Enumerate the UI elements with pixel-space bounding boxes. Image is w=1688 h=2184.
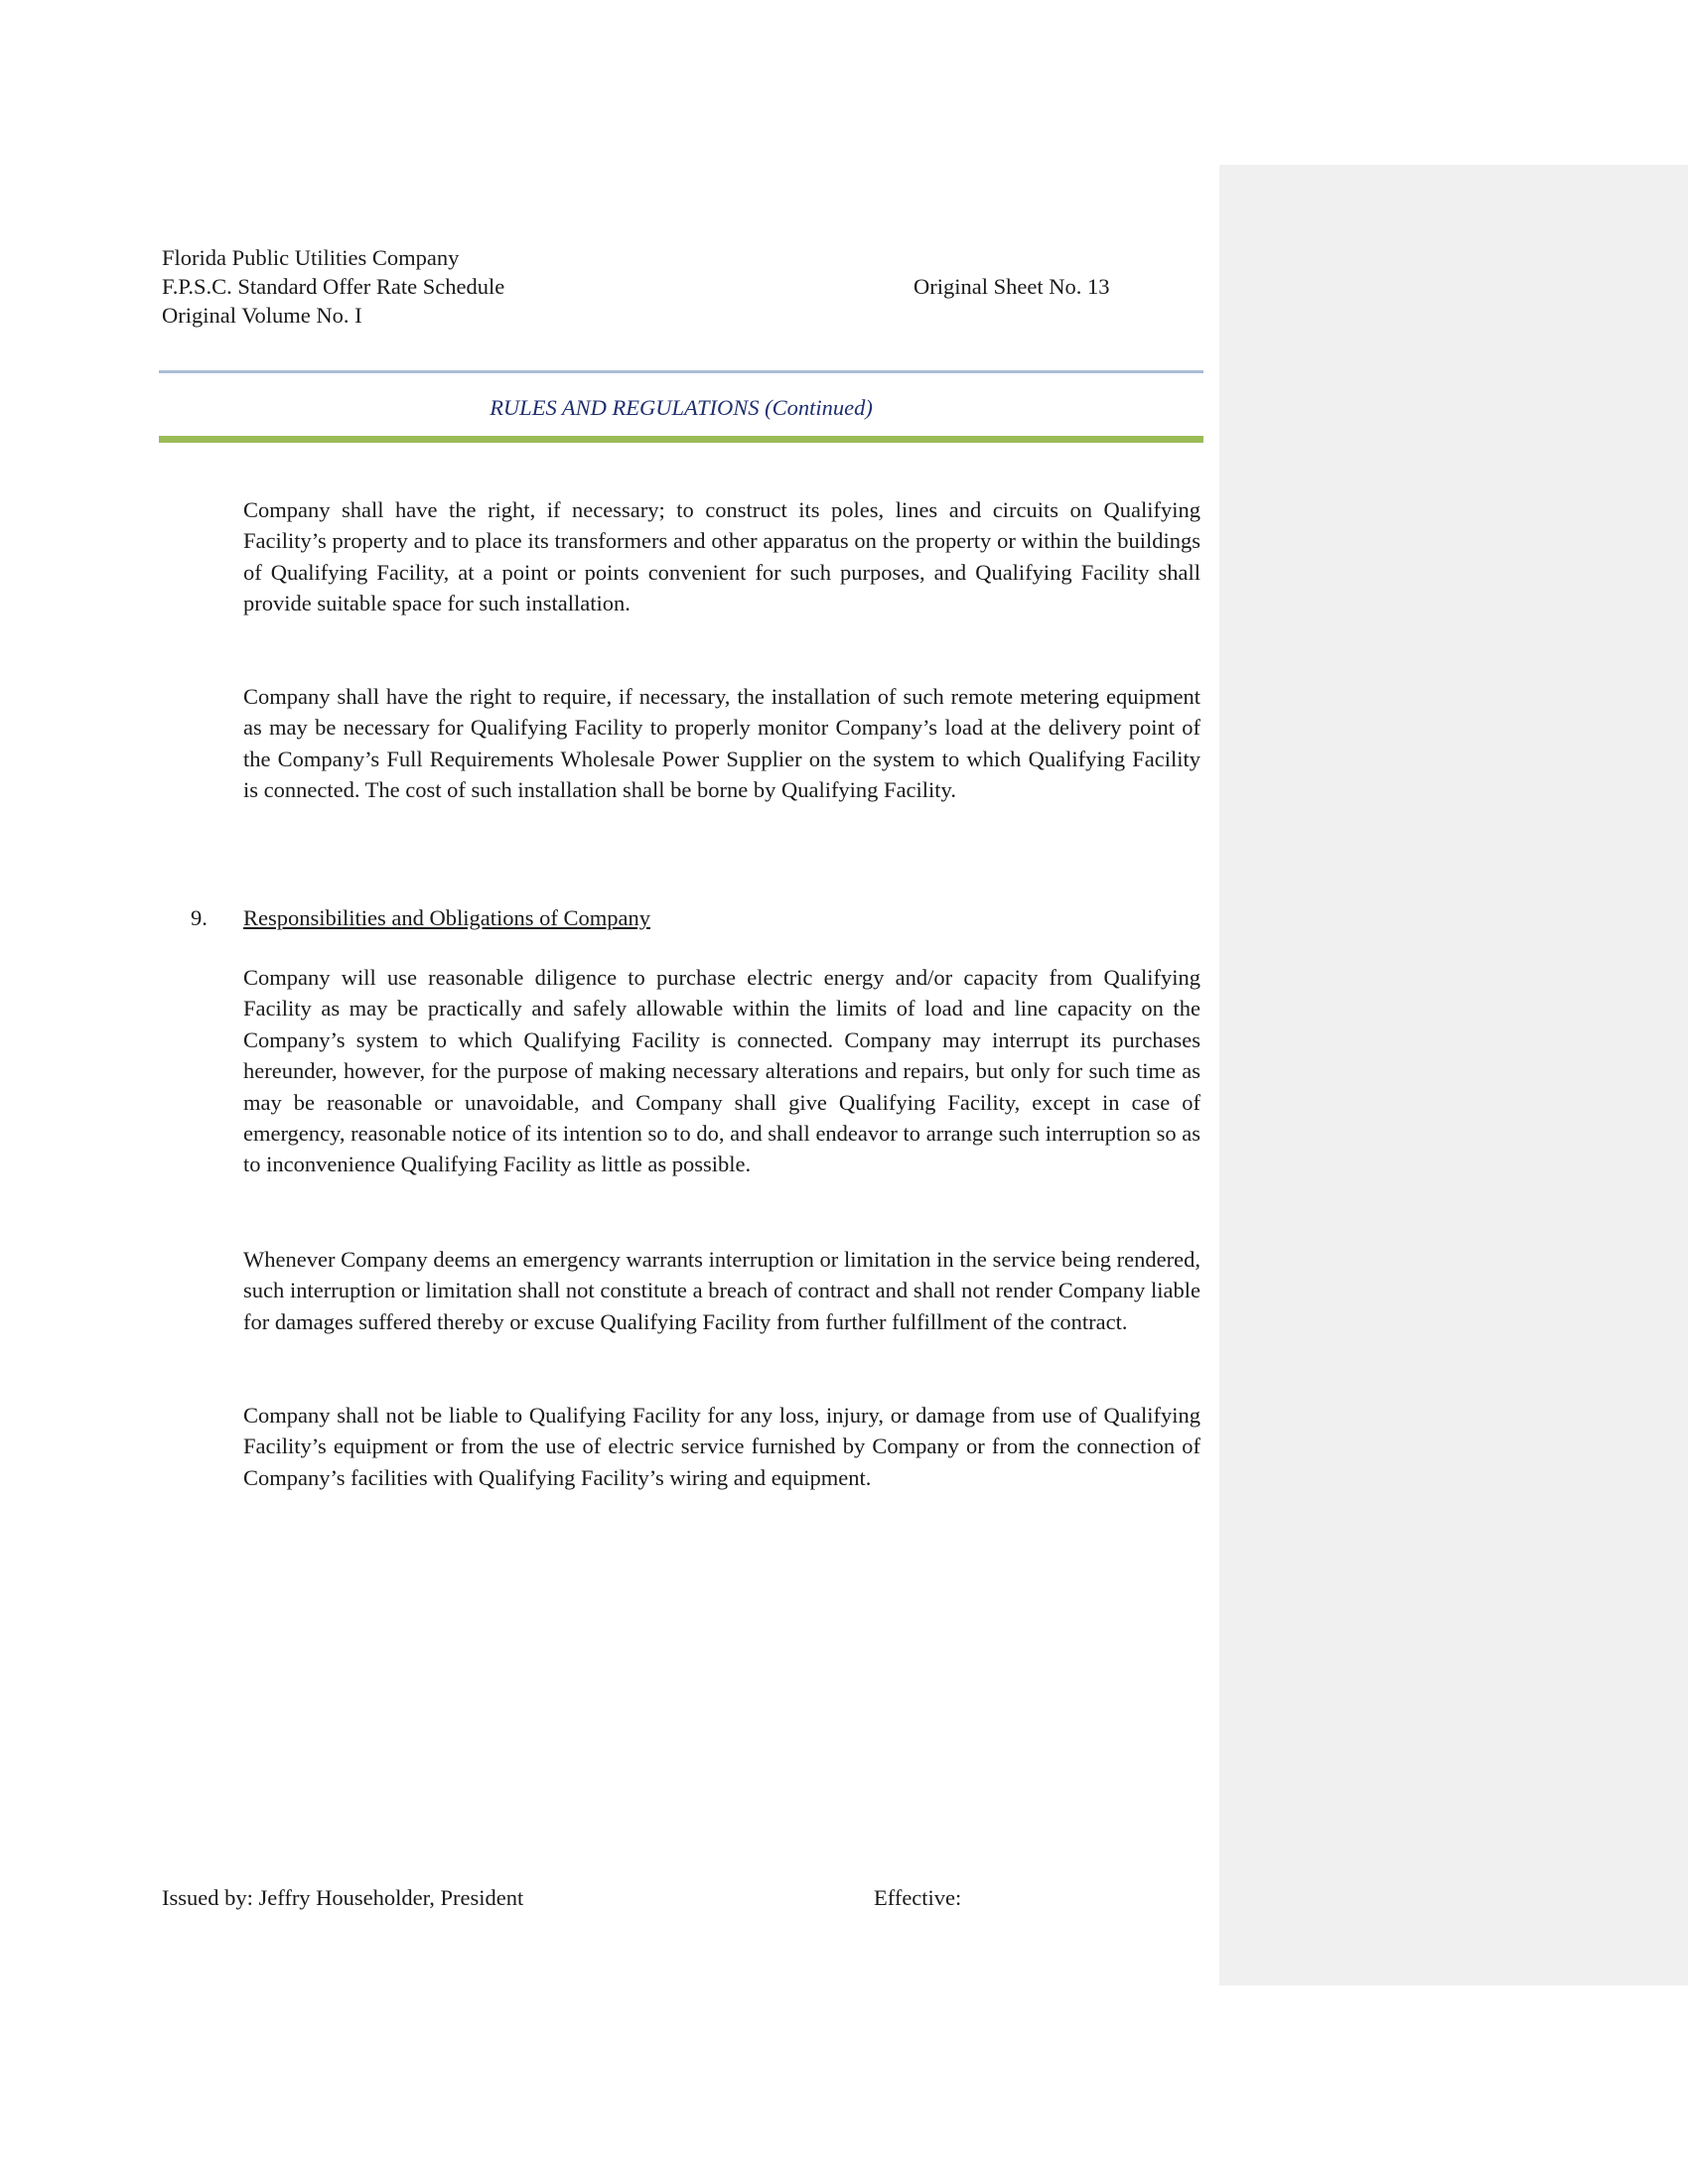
issued-by: Issued by: Jeffry Householder, President (162, 1885, 524, 1910)
rate-schedule: F.P.S.C. Standard Offer Rate Schedule (162, 274, 505, 299)
paragraph-emergency-interruption: Whenever Company deems an emergency warrants interruption or limitation in the service being rendered, such interruption or limitation shall not constitute a breach of contract and shall not render Company liable for damages suffered thereby or excuse Qualifying Facility from further fulfillment of the contract. (243, 1247, 1200, 1334)
paragraph-liability: Company shall not be liable to Qualifying Facility for any loss, injury, or damage from use of Qualifying Facility’s equipment or from the use of electric service furnished by Company or from the connection of Company’s facilities with Qualifying Facility’s wiring and equipment. (243, 1403, 1200, 1490)
comment-pane (1219, 165, 1688, 1985)
effective-date-label: Effective: (874, 1885, 962, 1910)
company-name: Florida Public Utilities Company (162, 245, 460, 270)
paragraph-poles-lines: Company shall have the right, if necessary; to construct its poles, lines and circuits on Qualifying Facility’s property and to place its transformers and other apparatus on the property or within the buildings of Qualifying Facility, at a point or points convenient for such purposes, and Qualifying Facility shall provide suitable space for such installation. (243, 497, 1200, 616)
section-number: 9. (191, 905, 208, 930)
document-header (162, 243, 504, 330)
paragraph-purchase-diligence: Company will use reasonable diligence to purchase electric energy and/or capacity from Qualifying Facility as may be practically and safely allowable within the limits of load and line capacity on the Company’s system to which Qualifying Facility is connected. Company may interrupt its purchases hereunder, however, for the purpose of making necessary alterations and repairs, but only for such time as may be reasonable or unavoidable, and Company shall give Qualifying Facility, except in case of emergency, reasonable notice of its intention so to do, and shall endeavor to arrange such interruption so as to inconvenience Qualifying Facility as little as possible. (243, 965, 1200, 1177)
section-title: RULES AND REGULATIONS (Continued) (490, 395, 873, 420)
section-title-divider (159, 436, 1203, 443)
sheet-number: Original Sheet No. 13 (914, 274, 1110, 299)
section-heading: Responsibilities and Obligations of Company (243, 905, 650, 930)
volume-number: Original Volume No. I (162, 303, 362, 328)
header-divider (159, 370, 1203, 373)
paragraph-remote-metering: Company shall have the right to require, if necessary, the installation of such remote metering equipment as may be necessary for Qualifying Facility to properly monitor Company’s load at the delivery point of the Company’s Full Requirements Wholesale Power Supplier on the system to which Qualifying Facility is connected. The cost of such installation shall be borne by Qualifying Facility. (243, 684, 1200, 803)
